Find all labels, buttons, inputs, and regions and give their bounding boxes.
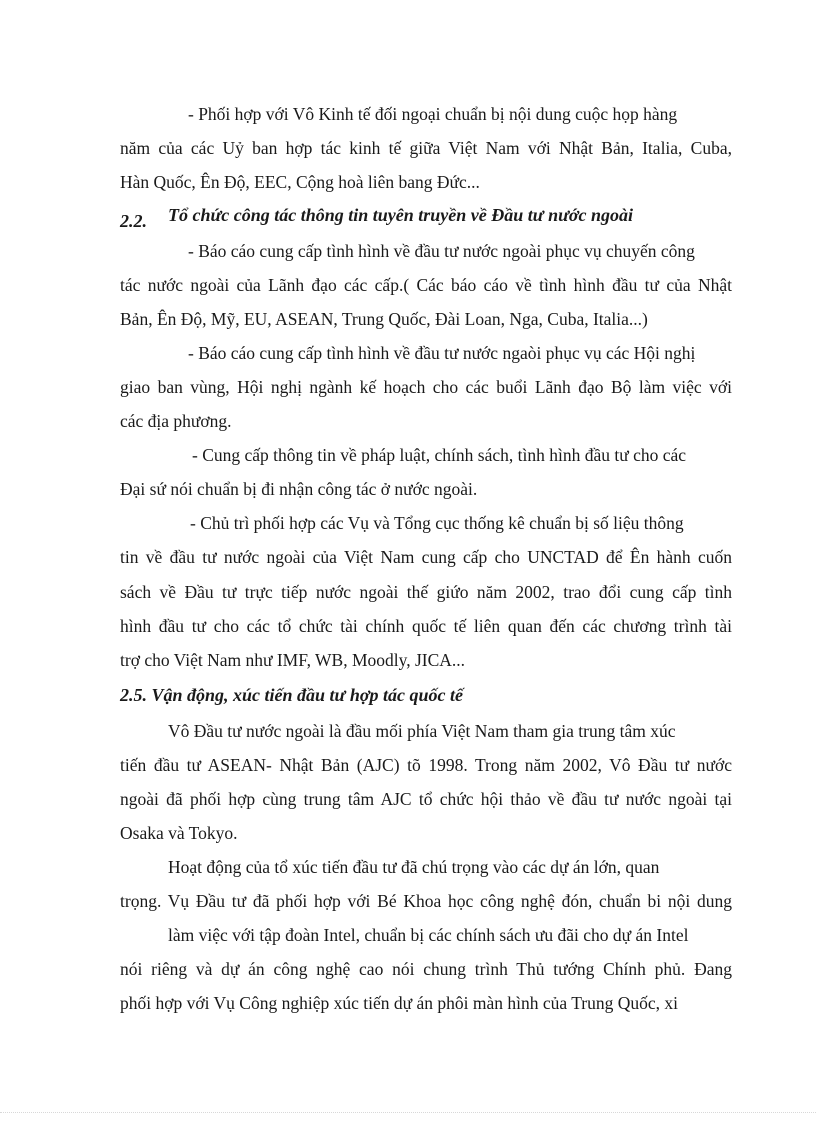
paragraph-line: tiến đầu tư ASEAN- Nhật Bản (AJC) tõ 1998. Trong năm 2002, Vô Đầu tư nước — [120, 755, 732, 775]
paragraph-line: Hàn Quốc, Ên Độ, EEC, Cộng hoà liên bang Đức... — [120, 172, 480, 192]
section-heading: Tổ chức công tác thông tin tuyên truyền về Đầu tư nước ngoài — [168, 205, 634, 225]
paragraph-line: - Báo cáo cung cấp tình hình về đầu tư nước ngaòi phục vụ các Hội nghị — [188, 343, 696, 363]
paragraph-line: tác nước ngoài của Lãnh đạo các cấp.( Các báo cáo về tình hình đầu tư của Nhật — [120, 275, 732, 295]
paragraph-line: giao ban vùng, Hội nghị ngành kế hoạch cho các buổi Lãnh đạo Bộ làm việc với — [120, 377, 732, 397]
paragraph-line: trợ cho Việt Nam như IMF, WB, Moodly, JICA... — [120, 650, 466, 670]
paragraph-line: hình đầu tư cho các tổ chức tài chính quốc tế liên quan đến các chương trình tài — [120, 616, 732, 636]
paragraph-line: nói riêng và dự án công nghệ cao nói chung trình Thủ tướng Chính phủ. Đang — [120, 959, 732, 979]
paragraph-line: Bản, Ên Độ, Mỹ, EU, ASEAN, Trung Quốc, Đài Loan, Nga, Cuba, Italia...) — [120, 309, 648, 329]
section-number: 2.2. — [120, 211, 147, 231]
paragraph-line: làm việc với tập đoàn Intel, chuẩn bị các chính sách ưu đãi cho dự án Intel — [168, 925, 689, 945]
paragraph-line: sách về Đầu tư trực tiếp nước ngoài thế giứo năm 2002, trao đổi cung cấp tình — [120, 582, 732, 602]
paragraph-line: ngoài đã phối hợp cùng trung tâm AJC tổ chức hội thảo về đầu tư nước ngoài tại — [120, 789, 732, 809]
page-bottom-divider — [0, 1112, 816, 1113]
paragraph-line: Đại sứ nói chuẩn bị đi nhận công tác ở nước ngoài. — [120, 479, 478, 499]
paragraph-line: - Phối hợp với Vô Kinh tế đối ngoại chuẩn bị nội dung cuộc họp hàng — [188, 104, 678, 124]
paragraph-line: trọng. Vụ Đầu tư đã phối hợp với Bé Khoa học công nghệ đón, chuẩn bi nội dung — [120, 891, 732, 911]
paragraph-line: - Báo cáo cung cấp tình hình về đầu tư nước ngoài phục vụ chuyến công — [188, 241, 695, 261]
paragraph-line: Vô Đầu tư nước ngoài là đầu mối phía Việt Nam tham gia trung tâm xúc — [168, 721, 676, 741]
paragraph-line: tin về đầu tư nước ngoài của Việt Nam cung cấp cho UNCTAD để Ên hành cuốn — [120, 547, 732, 567]
section-heading: 2.5. Vận động, xúc tiến đầu tư hợp tác quốc tế — [120, 685, 463, 705]
paragraph-line: năm của các Uỷ ban hợp tác kinh tế giữa Việt Nam với Nhật Bản, Italia, Cuba, — [120, 138, 732, 158]
paragraph-line: - Cung cấp thông tin về pháp luật, chính sách, tình hình đầu tư cho các — [192, 445, 687, 465]
paragraph-line: Osaka và Tokyo. — [120, 823, 238, 843]
paragraph-line: - Chủ trì phối hợp các Vụ và Tổng cục thống kê chuẩn bị số liệu thông — [190, 513, 684, 533]
paragraph-line: phối hợp với Vụ Công nghiệp xúc tiến dự án phôi màn hình của Trung Quốc, xi — [120, 993, 678, 1013]
paragraph-line: các địa phương. — [120, 411, 232, 431]
paragraph-line: Hoạt động của tổ xúc tiến đầu tư đã chú trọng vào các dự án lớn, quan — [168, 857, 660, 877]
